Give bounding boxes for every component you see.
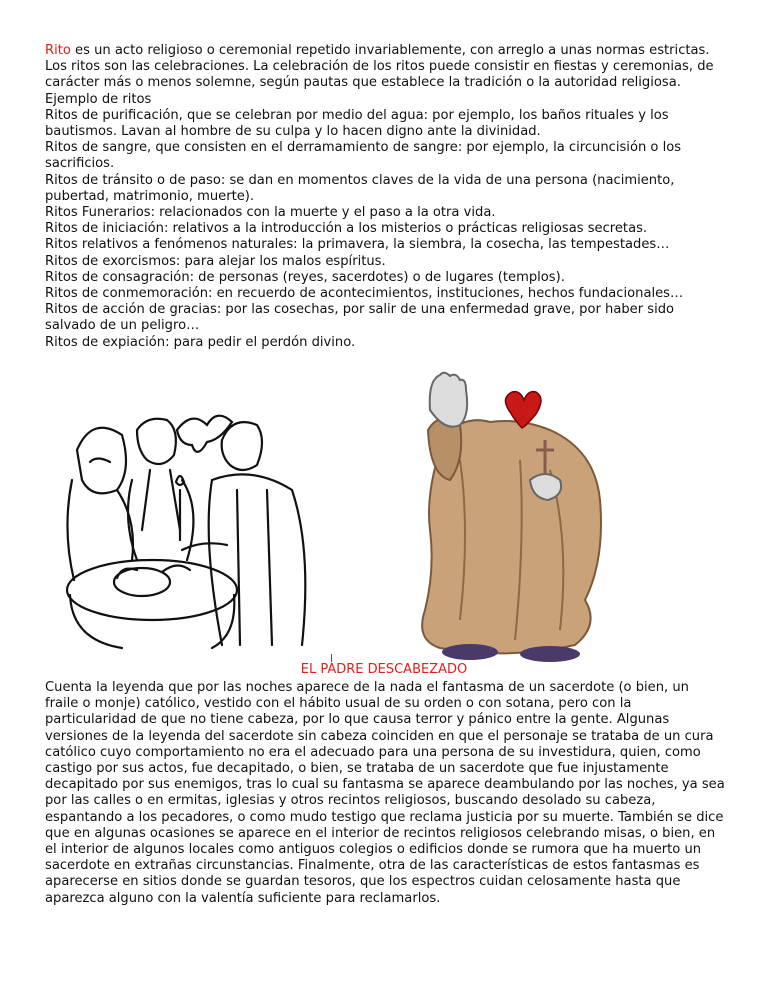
rite-item: Ritos de purificación, que se celebran por medio del agua: por ejemplo, los baños rituales y los bautismos. Lavan al hombre de su culpa y lo hacen digno ante la divinidad. (45, 107, 669, 140)
intro-definition: es un acto religioso o ceremonial repetido invariablemente, con arreglo a unas normas estrictas. Los ritos son las celebraciones. La celebración de los ritos puede consistir en fiestas y ceremonias, de carácter más o menos solemne, según pautas que establece la tradición o la autoridad religiosa. (45, 43, 714, 91)
rite-item: Ritos de acción de gracias: por las cosechas, por salir de una enfermedad grave, por haber sido salvado de un peligro… (45, 302, 675, 334)
rite-item: Ritos de expiación: para pedir el perdón divino. (45, 334, 356, 350)
headless-priest-illustration (400, 370, 620, 662)
divider-mark (331, 654, 332, 662)
rite-item: Ritos de tránsito o de paso: se dan en momentos claves de la vida de una persona (nacimiento, pubertad, matrimonio, muerte). (45, 172, 675, 204)
rite-item: Ritos de consagración: de personas (reyes, sacerdotes) o de lugares (templos). (45, 269, 565, 285)
examples-heading: Ejemplo de ritos (45, 91, 152, 107)
intro-section (45, 43, 725, 351)
rite-item: Ritos de exorcismos: para alejar los malos espíritus. (45, 253, 386, 269)
rite-item: Ritos Funerarios: relacionados con la muerte y el paso a la otra vida. (45, 205, 496, 221)
rito-keyword: Rito (45, 43, 71, 58)
story-title: EL PADRE DESCABEZADO (300, 662, 468, 677)
rite-item: Ritos de iniciación: relativos a la introducción a los misterios o prácticas religiosas secretas. (45, 221, 648, 237)
intro-paragraph (45, 43, 725, 92)
rite-item: Ritos de sangre, que consisten en el derramamiento de sangre: por ejemplo, la circuncisión o los sacrificios. (45, 140, 682, 172)
story-body: Cuenta la leyenda que por las noches aparece de la nada el fantasma de un sacerdote (o bien, un fraile o monje) católico, vestido con el hábito usual de su orden o con sotana, pero con la particularidad de que no tiene cabeza, por lo que causa terror y pánico entre la gente. Algunas versiones de la leyenda del sacerdote sin cabeza coinciden en que el personaje se trataba de un cura católico cuyo comportamiento no era el adecuado para una persona de su investidura, quien, como castigo por sus actos, fue decapitado, o bien, se trataba de un sacerdote que fue injustamente decapitado por sus enemigos, tras lo cual su fantasma se aparece deambulando por las noches, ya sea por las calles o en ermitas, iglesias y otros recintos religiosos, buscando desolado su cabeza, espantando a los pecadores, o como mudo testigo que reclama justicia por su muerte. También se dice que en algunas ocasiones se aparece en el interior de recintos religiosos celebrando misas, o bien, en el interior de algunos locales como antiguos colegios o edificios donde se rumora que ha muerto un sacerdote en extrañas circunstancias. Finalmente, otra de las características de estos fantasmas es aparecerse en sitios donde se guardan tesoros, que los espectros cuidan celosamente hasta que aparezca alguno con la valentía suficiente para reclamarlos. (45, 680, 725, 906)
baptism-illustration (62, 410, 312, 650)
rite-item: Ritos relativos a fenómenos naturales: la primavera, la siembra, la cosecha, las tempestades… (45, 237, 670, 253)
rite-item: Ritos de conmemoración: en recuerdo de acontecimientos, instituciones, hechos fundacionales… (45, 286, 684, 302)
illustrations (0, 370, 768, 660)
rites-list (45, 92, 725, 351)
